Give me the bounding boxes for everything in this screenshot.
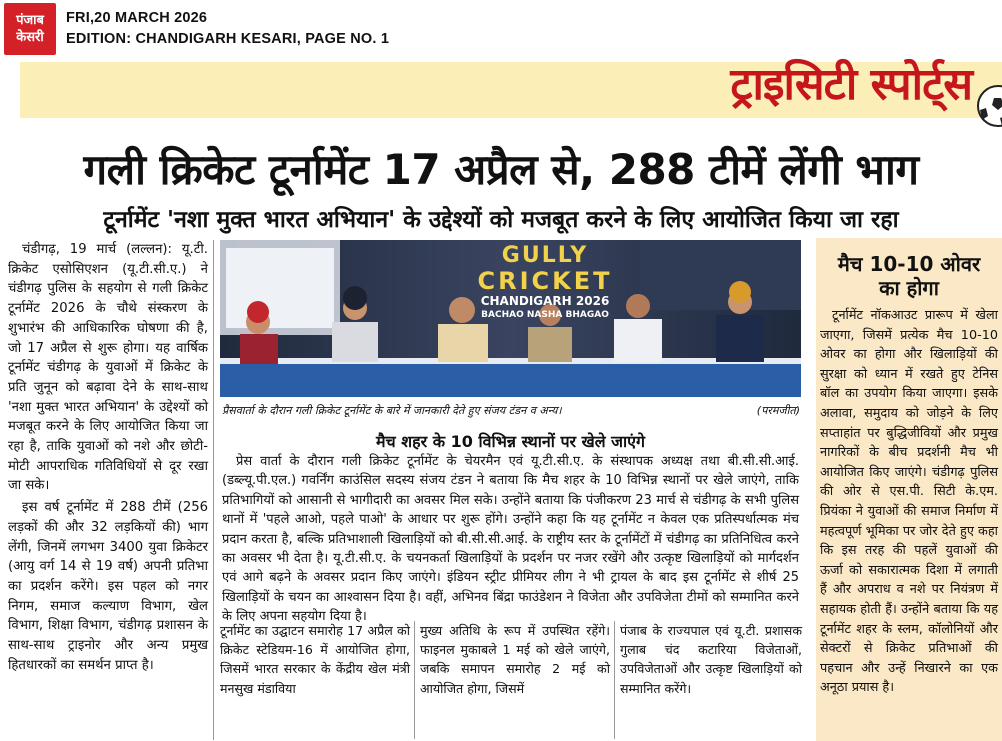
- bottom-column-1: टूर्नामेंट का उद्घाटन समारोह 17 अप्रैल को क्रिकेट स्टेडियम-16 में आयोजित होगा, जिसमें भारत सरकार के केंद्रीय खेल मंत्री मनसुख मंडाविया: [220, 623, 410, 696]
- section-heading: मैच शहर के 10 विभिन्न स्थानों पर खेले जाएंगे: [375, 432, 646, 451]
- headline: गली क्रिकेट टूर्नामेंट 17 अप्रैल से, 288 टीमें लेंगी भाग: [83, 145, 919, 194]
- bottom-column-2: मुख्य अतिथि के रूप में उपस्थित रहेंगे। फाइनल मुकाबले 1 मई को खेले जाएंगे, जबकि समापन समारोह 2 मई को आयोजित होगा, जिसमें: [420, 623, 610, 696]
- date-line: FRI,20 MARCH 2026: [66, 10, 208, 26]
- photo-caption: [222, 403, 800, 418]
- logo-line-2: केसरी: [16, 30, 44, 45]
- middle-paragraph: [222, 452, 799, 627]
- newspaper-logo: [4, 3, 56, 55]
- sidebar-body: [820, 306, 998, 698]
- middle-text: प्रेस वार्ता के दौरान गली क्रिकेट टूर्नामेंट के चेयरमैन एवं यू.टी.सी.ए. के संस्थापक अध्यक्ष तथा बी.सी.सी.आई. (डब्ल्यू.पी.एल.) गवर्निंग काउंसिल सदस्य संजय टंडन ने बताया कि मैच शहर के 10 विभिन्न स्थानों पर खेले जाएंगे, ताकि प्रतिभागियों को आसानी से भागीदारी का अवसर मिल सके। उन्होंने बताया कि पंजीकरण 23 मार्च से चंडीगढ़ के सभी पुलिस थानों में 'पहले आओ, पहले पाओ' के आधार पर शुरू होंगे। उन्होंने कहा कि यह टूर्नामेंट न केवल एक प्रतिस्पर्धात्मक मंच प्रदान करता है, बल्कि प्रतिभाशाली खिलाड़ियों को बी.सी.सी.आई. के राष्ट्रीय स्तर के टूर्नामेंटों में चंडीगढ़ का प्रतिनिधित्व करने का अवसर भी देता है। यू.टी.सी.ए. के चयनकर्ता खिलाड़ियों के प्रदर्शन पर नजर रखेंगे और उत्कृष्ट खिलाड़ियों को मार्गदर्शन एवं आगे बढ़ने के अवसर प्रदान किए जाएंगे। इंडियन स्ट्रीट प्रीमियर लीग ने भी ट्रायल के बाद इस टूर्नामेंट से शीर्ष 25 खिलाड़ियों के चयन का आश्वासन दिया है। वहीं, अभिनव बिंद्रा फाउंडेशन ने विजेता और उपविजेता टीमों को सम्मानित करने के लिए अपना सहयोग दिया है।: [222, 454, 799, 625]
- football-icon: [974, 84, 1002, 128]
- sidebar-title: [816, 252, 1002, 300]
- banner-line-1: GULLY: [501, 243, 589, 268]
- section-title: ट्राइसिटी स्पोर्ट्स: [730, 59, 972, 110]
- sidebar-text: टूर्नामेंट नॉकआउट प्रारूप में खेला जाएगा, जिसमें प्रत्येक मैच 10-10 ओवर का होगा और खिलाड़ियों की सुरक्षा को ध्यान में रखते हुए टेनिस बॉल का उपयोग किया जाएगा। इसके अलावा, समुदाय को जोड़ने के लिए सप्ताहांत पर बुद्धिजीवियों और प्रमुख नागरिकों के बीच प्रदर्शनी मैच भी आयोजित किए जाएंगे। चंडीगढ़ पुलिस की ओर से एस.पी. सिटी के.एम. प्रियंका ने युवाओं की समाज निर्माण में महत्वपूर्ण भूमिका पर जोर देते हुए कहा कि इस तरह की पहलें युवाओं की ऊर्जा को सकारात्मक दिशा में लगाती हैं और अपराध व नशे पर नियंत्रण में सहायक होती हैं। उन्होंने बताया कि यह टूर्नामेंट शहर के स्लम, कॉलोनियों और सेक्टरों से क्रिकेट प्रतिभाओं की पहचान और उन्हें निखारने का एक अनूठा प्रयास है।: [820, 308, 998, 696]
- subheadline: टूर्नामेंट 'नशा मुक्त भारत अभियान' के उद्देश्यों को मजबूत करने के लिए आयोजित किया जा रहा: [103, 207, 899, 233]
- sidebar-title-line-2: का होगा: [879, 276, 939, 300]
- caption-text: प्रैसवार्ता के दौरान गली क्रिकेट टूर्नामेंट के बारे में जानकारी देते हुए संजय टंडन व अन्य।: [222, 404, 562, 417]
- bottom-column-3: पंजाब के राज्यपाल एवं यू.टी. प्रशासक गुलाब चंद कटारिया विजेताओं, उपविजेताओं और उत्कृष्ट खिलाड़ियों को सम्मानित करेंगे।: [620, 623, 802, 696]
- left-paragraph-1: चंडीगढ़, 19 मार्च (लल्लन): यू.टी. क्रिकेट एसोसिएशन (यू.टी.सी.ए.) ने चंडीगढ़ पुलिस के सहयोग से गली क्रिकेट टूर्नामेंट 2026 के चौथे संस्करण के शुभारंभ की आधिकारिक घोषणा की है, जो 17 अप्रैल से शुरू होगा। यह वार्षिक टूर्नामेंट चंडीगढ़ के युवाओं में क्रिकेट के प्रति जुनून को बढ़ावा देने के साथ-साथ 'नशा मुक्त भारत अभियान' के उद्देश्यों को मजबूत करने के लिए आयोजित किया जा रहा है, ताकि युवाओं को नशे और छोटी-मोटी आपराधिक गतिविधियों से दूर रखा जा सके।: [8, 242, 208, 494]
- edition-line: EDITION: CHANDIGARH KESARI, PAGE NO. 1: [66, 31, 390, 47]
- column-divider: [614, 621, 615, 739]
- sidebar-title-line-1: मैच 10-10 ओवर: [837, 252, 981, 276]
- banner-line-4: BACHAO NASHA BHAGAO: [481, 310, 609, 320]
- banner-line-2: CRICKET: [477, 267, 613, 295]
- left-column: [8, 240, 208, 675]
- left-paragraph-2: इस वर्ष टूर्नामेंट में 288 टीमें (256 लड़कों की और 32 लड़कियों की) भाग लेंगी, जिनमें लगभग 3400 युवा क्रिकेटर (आयु वर्ग 14 से 19 वर्ष) अपनी प्रतिभा का प्रदर्शन करेंगे। इस पहल को नगर निगम, समाज कल्याण विभाग, खेल विभाग, शिक्षा विभाग, चंडीगढ़ प्रशासन के साथ-साथ ट्राइनोर और अन्य प्रमुख हितधारकों का समर्थन प्राप्त है।: [8, 500, 208, 673]
- banner-line-3: CHANDIGARH 2026: [480, 294, 610, 308]
- photo-credit: (परमजीत): [756, 404, 800, 417]
- logo-line-1: पंजाब: [16, 13, 44, 28]
- masthead-meta: [66, 8, 389, 50]
- column-divider: [213, 240, 214, 740]
- press-conference-photo: [220, 240, 801, 397]
- photo-banner: [435, 244, 655, 321]
- column-divider: [414, 621, 415, 739]
